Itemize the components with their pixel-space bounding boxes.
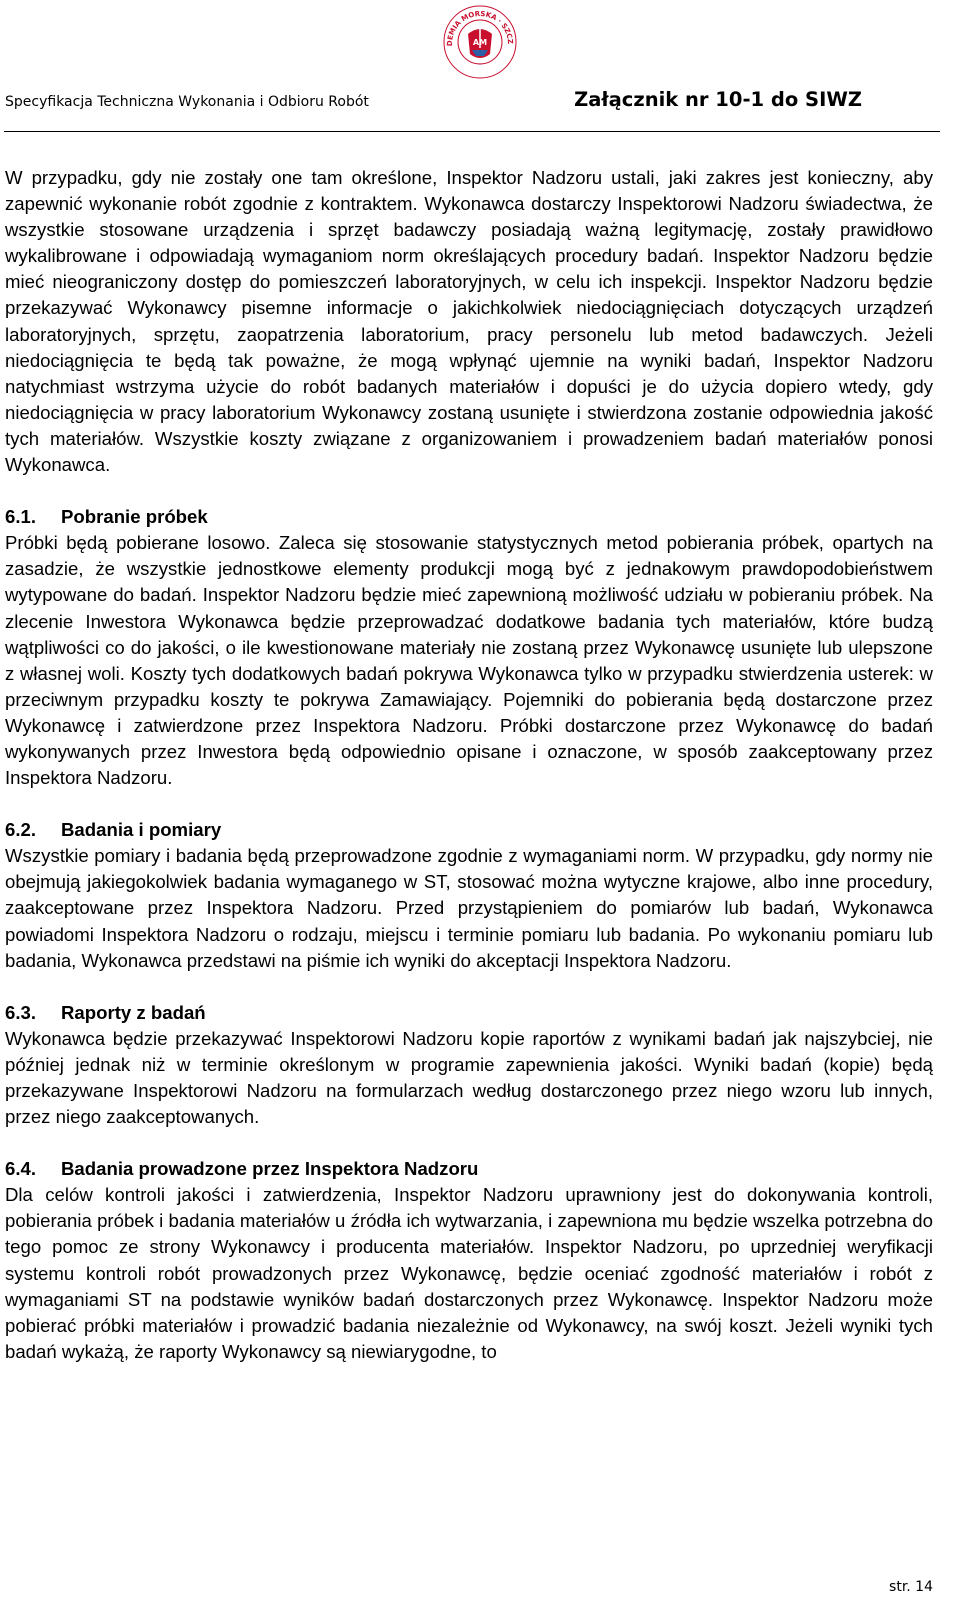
section-heading-6-1: 6.1. Pobranie próbek — [5, 506, 208, 528]
section-body-6-2: Wszystkie pomiary i badania będą przeprowadzone zgodnie z wymaganiami norm. W przypadku, gdy normy nie obejmują jakiegokolwiek badania wymaganego w ST, stosować można wytyczne krajowe, albo inne procedury, zaakceptowane przez Inspektora Nadzoru. Przed przystąpieniem do pomiarów lub badań, Wykonawca powiadomi Inspektora Nadzoru o rodzaju, miejscu i terminie pomiaru lub badania. Po wykonaniu pomiaru lub badania, Wykonawca przedstawi na piśmie ich wyniki do akceptacji Inspektora Nadzoru. — [5, 845, 933, 971]
section-body-6-4: Dla celów kontroli jakości i zatwierdzenia, Inspektor Nadzoru uprawniony jest do dokonywania kontroli, pobierania próbek i badania materiałów u źródła ich wytwarzania, i zapewniona mu będzie wszelka potrzebna do tego pomoc ze strony Wykonawcy i producenta materiałów. Inspektor Nadzoru, po uprzedniej weryfikacji systemu kontroli robót prowadzonych przez Wykonawcę, będzie oceniać zgodność materiałów i robót z wymaganiami ST na podstawie wyników badań dostarczonych przez Wykonawcę. Inspektor Nadzoru może pobierać próbki materiałów i prowadzić badania niezależnie od Wykonawcy, na swój koszt. Jeżeli wyniki tych badań wykażą, że raporty Wykonawcy są niewiarygodne, to — [5, 1184, 933, 1362]
document-body — [5, 165, 933, 1365]
section-heading-6-3: 6.3. Raporty z badań — [5, 1001, 206, 1023]
header-divider — [4, 131, 940, 132]
intro-paragraph: W przypadku, gdy nie zostały one tam określone, Inspektor Nadzoru ustali, jaki zakres jest konieczny, aby zapewnić wykonanie robót zgodnie z kontraktem. Wykonawca dostarczy Inspektorowi Nadzoru świadectwa, że wszystkie stosowane urządzenia i sprzęt badawczy posiadają ważną legitymację, zostały prawidłowo wykalibrowane i odpowiadają wymaganiom norm określających procedury badań. Inspektor Nadzoru będzie mieć nieograniczony dostęp do pomieszczeń laboratoryjnych, w celu ich inspekcji. Inspektor Nadzoru będzie przekazywać Wykonawcy pisemne informacje o jakichkolwiek niedociągnięciach dotyczących urządzeń laboratoryjnych, sprzętu, zaopatrzenia laboratorium, pracy personelu lub metod badawczych. Jeżeli niedociągnięcia te będą tak poważne, że mogą wpłynąć ujemnie na wyniki badań, Inspektor Nadzoru natychmiast wstrzyma użycie do robót badanych materiałów i dopuści je do użycia dopiero wtedy, gdy niedociągnięcia w pracy laboratorium Wykonawcy zostaną usunięte i stwierdzona zostanie odpowiednia jakość tych materiałów. Wszystkie koszty związane z organizowaniem i prowadzeniem badań materiałów ponosi Wykonawca. — [5, 167, 933, 476]
svg-text:AKADEMIA MORSKA · SZCZECIN: DEMIA MORSKA · SZCZ — [445, 9, 515, 47]
section-heading-6-4: 6.4. Badania prowadzone przez Inspektora Nadzoru — [5, 1158, 479, 1180]
section-heading-6-2: 6.2. Badania i pomiary — [5, 819, 222, 841]
section-body-6-1: Próbki będą pobierane losowo. Zaleca się stosowanie statystycznych metod pobierania próbek, opartych na zasadzie, że wszystkie jednostkowe elementy produkcji mogą być z jednakowym prawdopodobieństwem wytypowane do badań. Inspektor Nadzoru będzie mieć zapewnioną możliwość udziału w pobieraniu próbek. Na zlecenie Inwestora Wykonawca będzie przeprowadzać dodatkowe badania tych materiałów, które budzą wątpliwości co do jakości, o ile kwestionowane materiały nie zostaną przez Wykonawcę usunięte lub ulepszone z własnej woli. Koszty tych dodatkowych badań pokrywa Wykonawca tylko w przypadku stwierdzenia usterek: w przeciwnym przypadku koszty te pokrywa Zamawiający. Pojemniki do pobierania będą dostarczone przez Wykonawcę i zatwierdzone przez Inspektora Nadzoru. Próbki dostarczone przez Wykonawcę do badań wykonywanych przez Inwestora będą odpowiednio opisane i oznaczone, w sposób zaakceptowany przez Inspektora Nadzoru. — [5, 532, 933, 789]
academy-logo — [442, 4, 518, 80]
section-body-6-3: Wykonawca będzie przekazywać Inspektorowi Nadzoru kopie raportów z wynikami badań jak najszybciej, nie później jednak niż w terminie określonym w programie zapewnienia jakości. Wyniki badań (kopie) będą przekazywane Inspektorowi Nadzoru na formularzach według dostarczonego przez niego wzoru lub innych, przez niego zaakceptowanych. — [5, 1027, 933, 1128]
document-title: Specyfikacja Techniczna Wykonania i Odbioru Robót — [5, 94, 369, 110]
page-number: str. 14 — [889, 1579, 933, 1595]
svg-text:AM: AM — [472, 38, 488, 47]
attachment-label: Załącznik nr 10-1 do SIWZ — [574, 88, 862, 111]
